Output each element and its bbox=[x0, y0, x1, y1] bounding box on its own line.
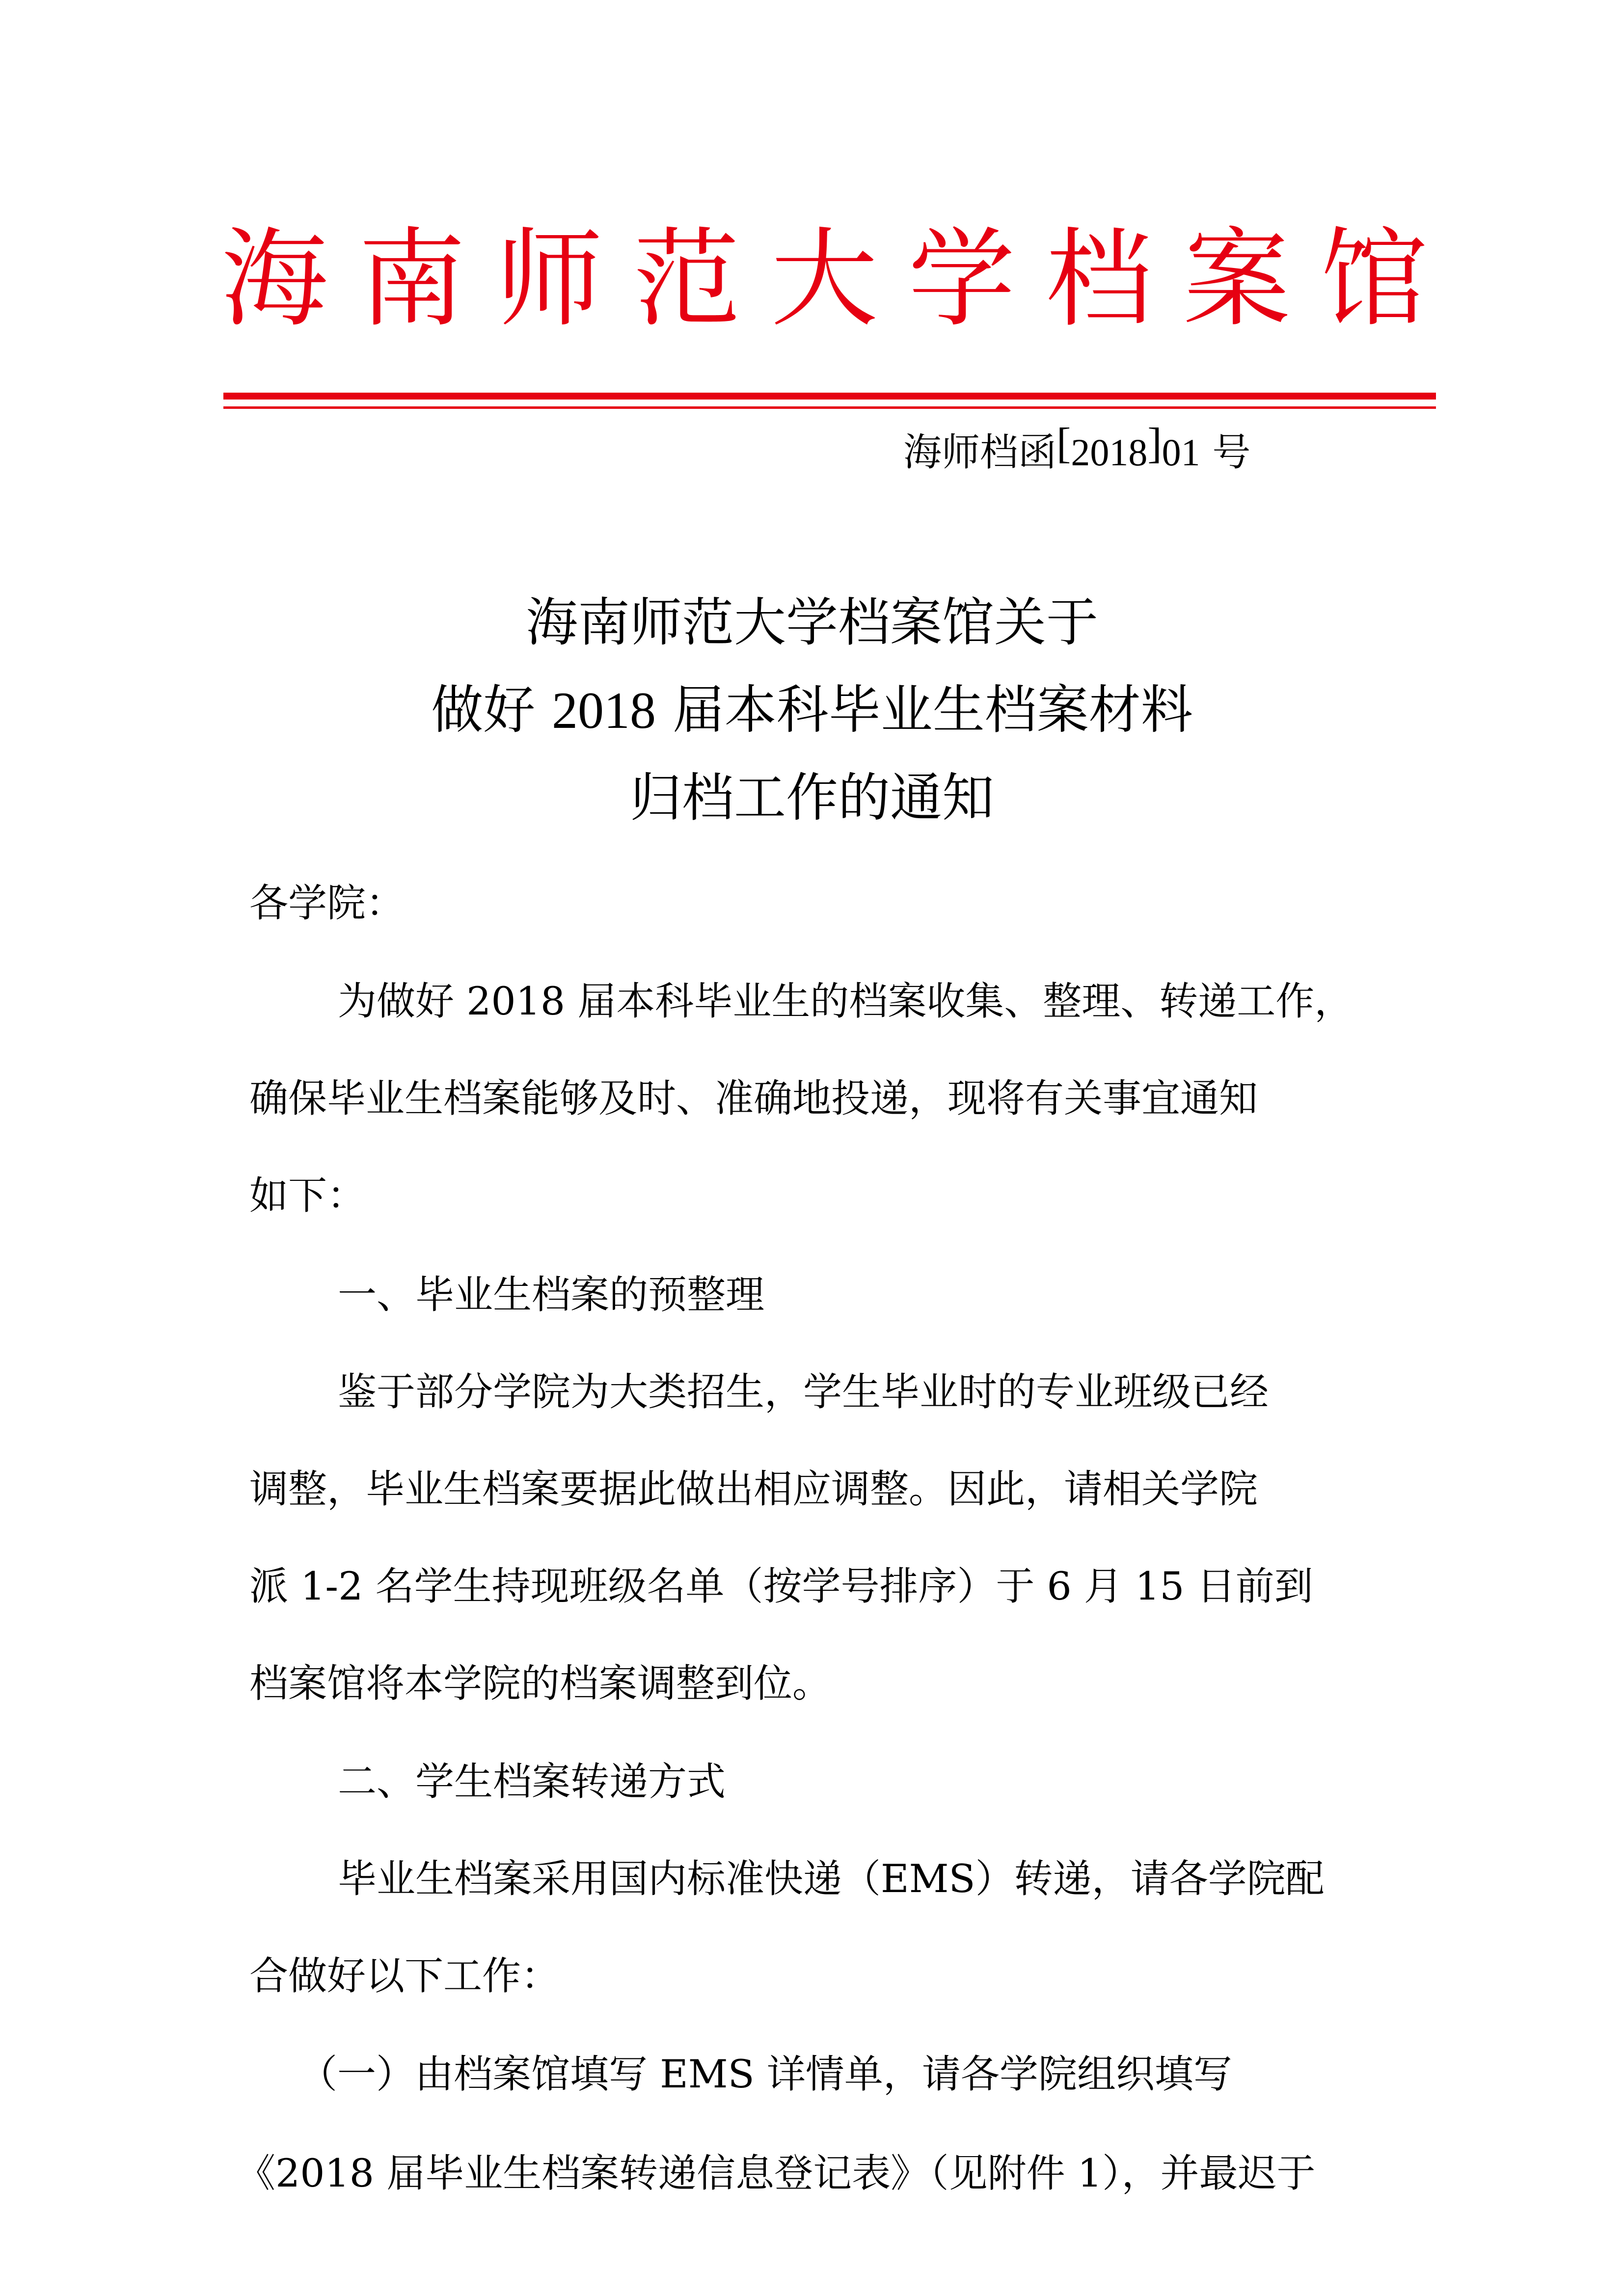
notice-title-line-1: 海南师范大学档案馆关于 bbox=[526, 592, 1098, 653]
title-line-2-part-b: 届本科毕业生档案材料 bbox=[656, 680, 1193, 740]
body-line: 为做好 2018 届本科毕业生的档案收集、整理、转递工作， bbox=[338, 979, 1353, 1024]
body-line: （一）由档案馆填写 EMS 详情单，请各学院组织填写 bbox=[298, 2052, 1232, 2097]
body-line: 鉴于部分学院为大类招生，学生毕业时的专业班级已经 bbox=[338, 1369, 1269, 1415]
doc-number-year: 2018 bbox=[1071, 431, 1148, 474]
red-divider-thin bbox=[223, 406, 1436, 409]
body-line: 调整，毕业生档案要据此做出相应调整。因此，请相关学院 bbox=[249, 1467, 1258, 1512]
body-line: 《2018 届毕业生档案转递信息登记表》（见附件 1），并最迟于 bbox=[237, 2151, 1316, 2196]
doc-number-seq: 01 bbox=[1162, 431, 1200, 474]
body-line: 确保毕业生档案能够及时、准确地投递，现将有关事宜通知 bbox=[249, 1076, 1258, 1121]
salutation: 各学院： bbox=[249, 881, 405, 926]
red-divider-thick bbox=[223, 393, 1436, 400]
doc-number-prefix: 海师档函 bbox=[903, 430, 1057, 475]
body-line: 如下： bbox=[249, 1173, 366, 1218]
notice-title-line-3: 归档工作的通知 bbox=[630, 768, 994, 828]
body-line: 毕业生档案采用国内标准快递（EMS）转递，请各学院配 bbox=[338, 1856, 1325, 1901]
title-line-2-year: 2018 bbox=[552, 682, 656, 739]
doc-number-bracket-open: [ bbox=[1056, 420, 1071, 467]
doc-number-suffix: 号 bbox=[1200, 430, 1251, 475]
title-line-2-part-a: 做好 bbox=[431, 680, 552, 740]
body-line: 派 1-2 名学生持现班级名单（按学号排序）于 6 月 15 日前到 bbox=[249, 1564, 1313, 1609]
section-heading-2: 二、学生档案转递方式 bbox=[338, 1759, 726, 1804]
section-heading-1: 一、毕业生档案的预整理 bbox=[338, 1272, 764, 1317]
document-number bbox=[903, 422, 1250, 482]
organization-header: 海南师范大学档案馆 bbox=[221, 217, 1458, 342]
body-line: 合做好以下工作： bbox=[249, 1953, 560, 1999]
doc-number-bracket-close: ] bbox=[1147, 420, 1162, 467]
body-line: 档案馆将本学院的档案调整到位。 bbox=[249, 1661, 831, 1706]
notice-title bbox=[223, 579, 1401, 842]
notice-title-line-2 bbox=[223, 667, 1401, 754]
